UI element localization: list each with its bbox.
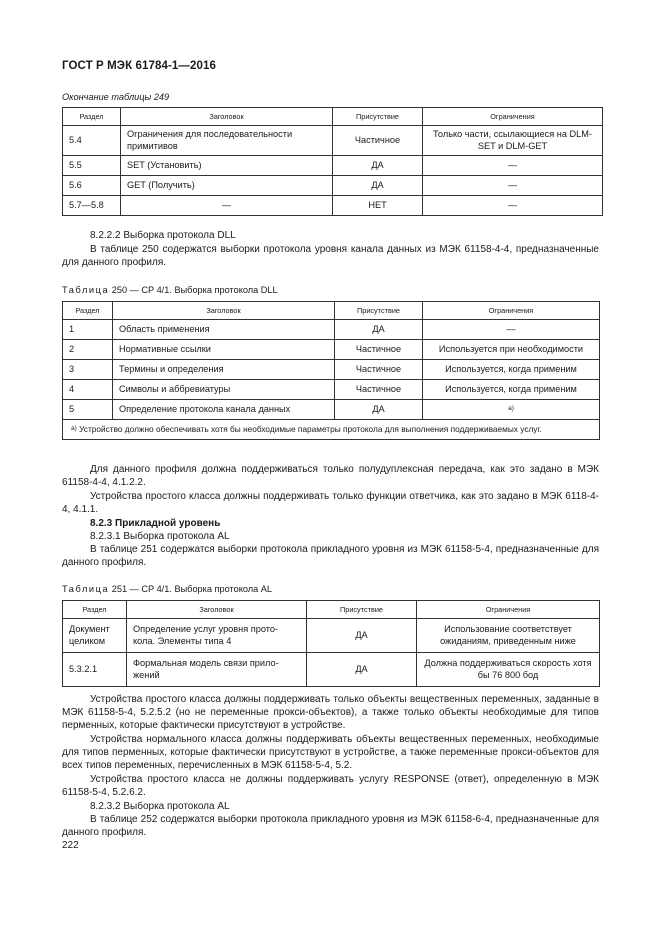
table-249-caption: Окончание таблицы 249 [62,92,170,102]
table-cell: — [121,196,333,216]
column-header: Заголовок [113,302,335,320]
table-row [63,400,600,420]
table-cell: — [423,176,603,196]
table-row [63,360,600,380]
table-cell: Используется, когда применим [423,380,600,400]
table-cell: Ограничения для последовательности примитивов [121,126,333,156]
table-cell: Используется, когда применим [423,360,600,380]
table-cell [423,400,600,420]
column-header: Раздел [63,601,127,619]
table-row [63,156,603,176]
table-cell: 5.5 [63,156,121,176]
table-cell: НЕТ [333,196,423,216]
caption-word: Таблица [62,285,110,295]
table-250 [62,301,600,440]
table-cell: Частичное [335,360,423,380]
column-header: Присутствие [335,302,423,320]
table-cell: 3 [63,360,113,380]
subsection-heading-text: 8.2.2.2 Выборка протокола DLL [90,230,236,241]
caption-text: 250 — CP 4/1. Выборка протокола DLL [111,285,278,295]
table-cell: Область применения [113,320,335,340]
caption-word: Таблица [62,584,110,594]
table-cell: Документ целиком [63,619,127,653]
table-cell: 5.4 [63,126,121,156]
column-header: Ограничения [423,108,603,126]
paragraph: Для данного профиля должна поддерживаться только полудуплексная передача, как это задано в МЭК 61158-4-4, 4.1.2.2. [62,464,599,489]
table-251 [62,600,600,687]
table-cell: — [423,320,600,340]
table-cell: Термины и определения [113,360,335,380]
column-header: Присутствие [307,601,417,619]
table-row [63,196,603,216]
table-row [63,380,600,400]
table-cell: Частичное [335,340,423,360]
section-heading: 8.2.3 Прикладной уровень [90,518,221,529]
table-cell: ДА [307,653,417,687]
page-number: 222 [62,840,79,851]
table-cell: Символы и аббревиатуры [113,380,335,400]
paragraph: В таблице 252 содержатся выборки протокола прикладного уровня из МЭК 61158-6-4, предназначенные для данного профиля. [62,814,599,839]
table-cell: — [423,196,603,216]
table-cell: Используется при необходимости [423,340,600,360]
column-header: Заголовок [121,108,333,126]
table-cell: Должна поддерживаться скорость хотя бы 76 800 бод [417,653,600,687]
caption-text: 251 — CP 4/1. Выборка протокола AL [111,584,273,594]
table-cell: 4 [63,380,113,400]
table-header-row [63,601,600,619]
paragraph: Устройства простого класса не должны поддерживать услугу RESPONSE (ответ), определенную в МЭК 61158-5-4, 5.2.6.2. [62,774,599,799]
table-cell: 1 [63,320,113,340]
subsection-heading [62,229,599,242]
table-cell: Использование соответствует ожиданиям, приведенным ниже [417,619,600,653]
table-250-caption [62,285,278,295]
table-249 [62,107,603,216]
document-header: ГОСТ Р МЭК 61784-1—2016 [62,60,216,72]
table-cell: ДА [307,619,417,653]
table-251-caption [62,584,272,594]
table-row [63,126,603,156]
column-header: Ограничения [423,302,600,320]
table-cell: ДА [333,156,423,176]
table-header-row [63,302,600,320]
column-header: Ограничения [417,601,600,619]
column-header: Раздел [63,108,121,126]
subsection-heading: 8.2.3.1 Выборка протокола AL [90,531,230,542]
paragraph: Устройства простого класса должны поддерживать только функции ответчика, как это задано в МЭК 6118-4-4, 4.1.1. [62,491,599,516]
table-cell: ДА [335,400,423,420]
table-cell: 5 [63,400,113,420]
footnote-ref: a) [508,404,514,412]
table-cell: Только части, ссылающиеся на DLM-SET и DLM-GET [423,126,603,156]
paragraph: В таблице 251 содержатся выборки протокола прикладного уровня из МЭК 61158-5-4, предназначенные для данного профиля. [62,544,599,569]
table-row [63,340,600,360]
table-cell: GET (Получить) [121,176,333,196]
paragraph: Устройства нормального класса должны поддерживать объекты вещественных переменных, необходимые для типов перменных, которые фактически присутствуют в устройстве, а также переменные прокси-объектов для всех типов переменных, перечисленных в МЭК 61158-5-4, 5.2. [62,734,599,772]
table-footnote-row [63,420,600,440]
table-row [63,320,600,340]
subsection-heading: 8.2.3.2 Выборка протокола AL [90,801,230,812]
paragraph: В таблице 250 содержатся выборки протокола уровня канала данных из МЭК 61158-4-4, предназначенные для данного профиля. [62,244,599,269]
table-cell: Частичное [333,126,423,156]
table-row [63,653,600,687]
table-row [63,176,603,196]
table-cell: 5.6 [63,176,121,196]
table-cell: 5.7—5.8 [63,196,121,216]
table-header-row [63,108,603,126]
table-cell: Определение протокола канала данных [113,400,335,420]
table-cell: SET (Установить) [121,156,333,176]
table-cell: 2 [63,340,113,360]
table-cell: Частичное [335,380,423,400]
paragraph: Устройства простого класса должны поддерживать только объекты вещественных переменных, заданные в МЭК 61158-5-4, 5.2.5.2 (но не переменные прокси-объектов), а также только объекты необходимые для типов перменных, которые фактически присутствуют в устройстве. [62,694,599,732]
table-cell: ДА [335,320,423,340]
table-cell: — [423,156,603,176]
column-header: Присутствие [333,108,423,126]
table-row [63,619,600,653]
footnote-text: Устройство должно обеспечивать хотя бы необходимые параметры протокола для выполнения поддерживаемых услуг. [79,424,542,434]
table-cell: Формальная модель связи прило-жений [127,653,307,687]
table-cell: ДА [333,176,423,196]
column-header: Раздел [63,302,113,320]
table-footnote [63,420,600,440]
table-cell: Определение услуг уровня прото-кола. Элементы типа 4 [127,619,307,653]
table-cell: Нормативные ссылки [113,340,335,360]
footnote-mark: a) [71,425,77,432]
table-cell: 5.3.2.1 [63,653,127,687]
column-header: Заголовок [127,601,307,619]
